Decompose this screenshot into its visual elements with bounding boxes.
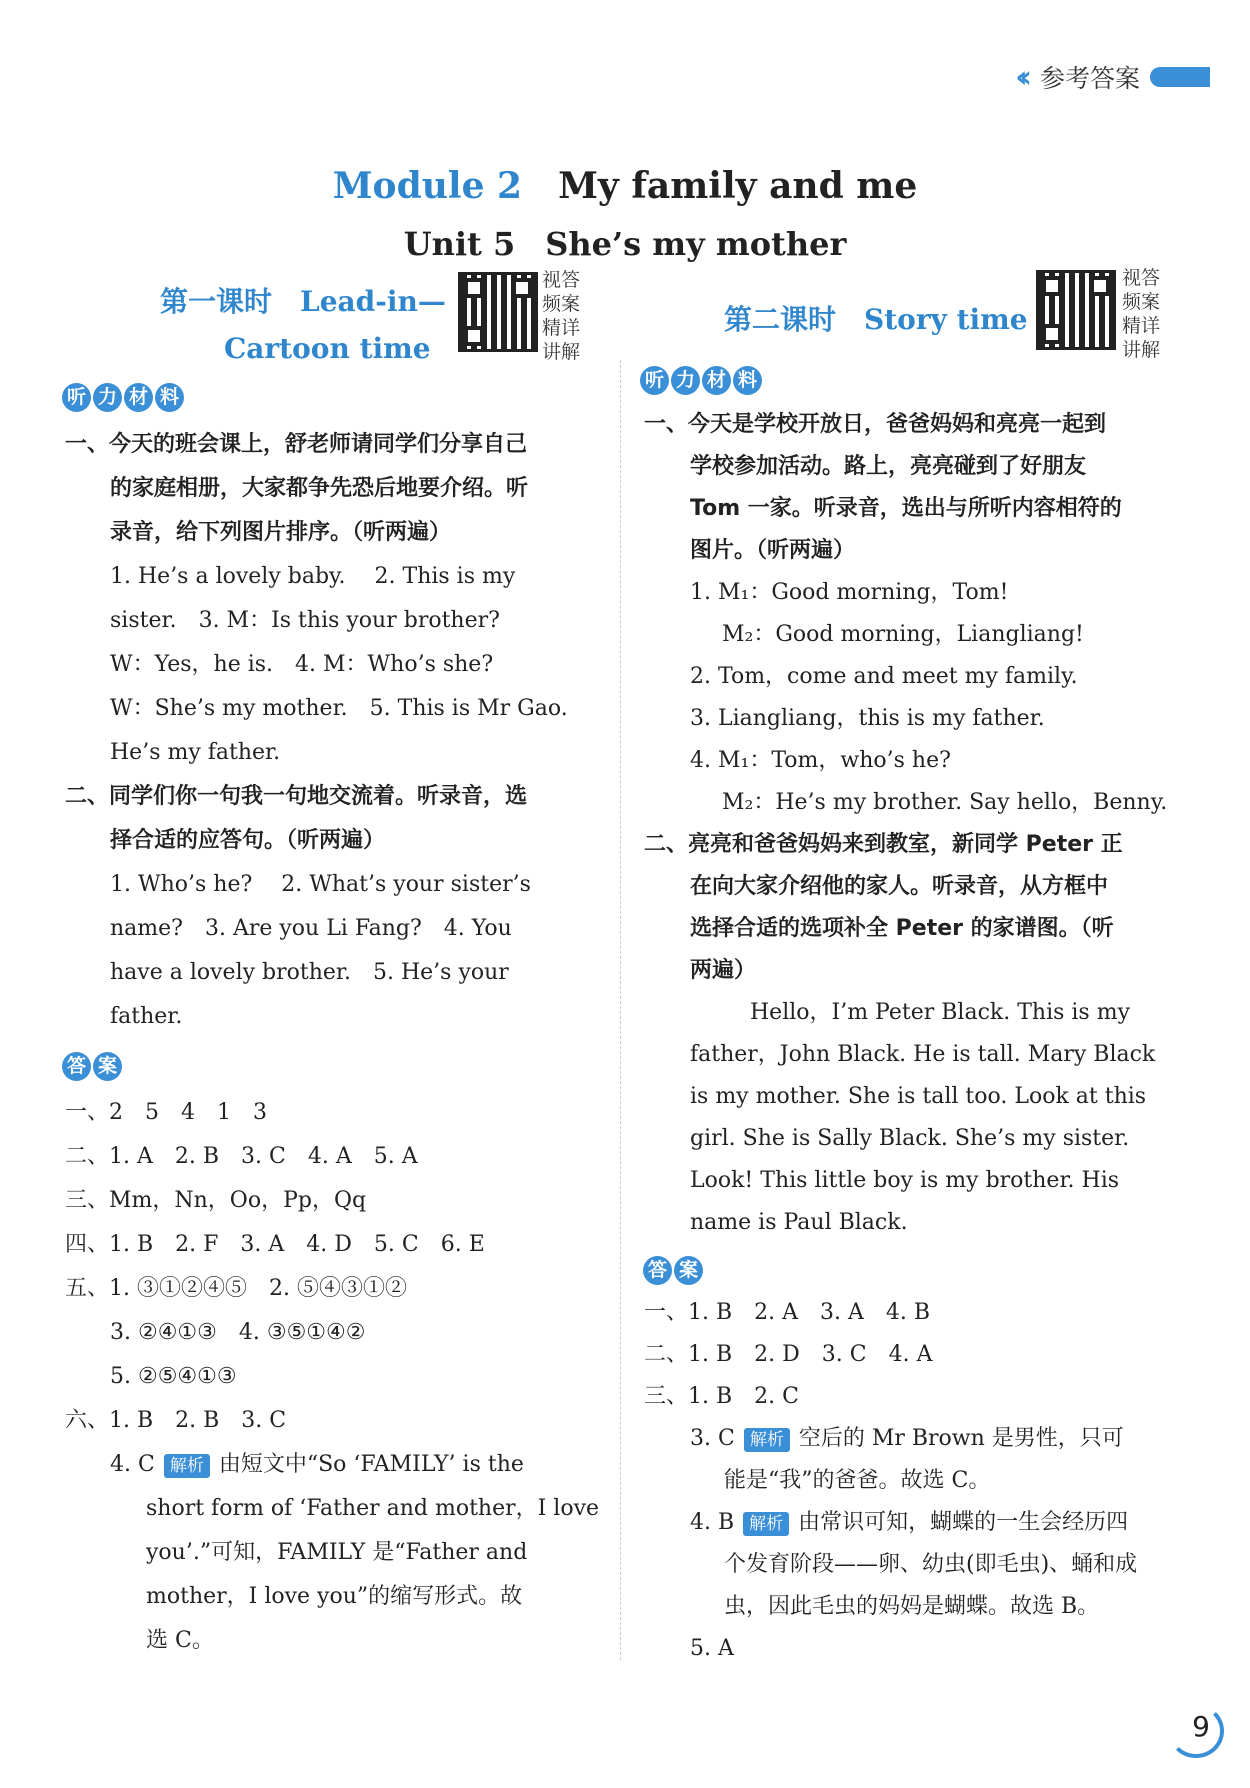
left-line: 录音，给下列图片排序。（听两遍）	[110, 520, 452, 545]
right-line: Hello，I’m Peter Black. This is my	[750, 1000, 1130, 1025]
answer-line: 选 C。	[146, 1628, 214, 1653]
left-line: W：She’s my mother. 5. This is Mr Gao.	[110, 696, 568, 721]
left-answer-tag: 答 案	[62, 1052, 122, 1081]
right-line: 1. M₁：Good morning，Tom!	[690, 580, 1009, 605]
right-line: 2. Tom，come and meet my family.	[690, 664, 1078, 689]
answer-line: 5. A	[690, 1636, 734, 1661]
left-qr-label: 视答 频案 精详 讲解	[542, 269, 581, 363]
left-qr-code[interactable]	[458, 272, 538, 352]
right-lesson-title: 第二课时 Story time	[724, 303, 1028, 336]
right-qr-label: 视答 频案 精详 讲解	[1122, 267, 1161, 361]
page-header	[1015, 60, 1210, 94]
right-line: 一、今天是学校开放日，爸爸妈妈和亮亮一起到	[644, 412, 1107, 437]
module-number: Module 2	[332, 165, 523, 207]
right-line: 二、亮亮和爸爸妈妈来到教室，新同学 Peter 正	[644, 832, 1123, 857]
answer-line: 能是“我”的爸爸。故选 C。	[724, 1468, 991, 1493]
left-line: name? 3. Are you Li Fang? 4. You	[110, 916, 512, 941]
right-line: 学校参加活动。路上，亮亮碰到了好朋友	[690, 454, 1087, 479]
right-line: name is Paul Black.	[690, 1210, 908, 1235]
left-line: sister. 3. M：Is this your brother?	[110, 608, 500, 633]
answer-line: 4. C 解析 由短文中“So ‘FAMILY’ is the	[110, 1452, 524, 1477]
right-line: 两遍）	[690, 958, 757, 983]
answer-line: 二、1. B 2. D 3. C 4. A	[644, 1342, 933, 1367]
analysis-badge: 解析	[164, 1454, 210, 1478]
left-line: 1. He’s a lovely baby. 2. This is my	[110, 564, 516, 589]
answer-line: 一、2 5 4 1 3	[65, 1100, 267, 1125]
answer-line: short form of ‘Father and mother，I love	[146, 1496, 600, 1521]
right-answer-tag: 答 案	[643, 1256, 703, 1285]
right-line: Look! This little boy is my brother. His	[690, 1168, 1120, 1193]
right-line: is my mother. She is tall too. Look at this	[690, 1084, 1147, 1109]
answer-line: 六、1. B 2. B 3. C	[65, 1408, 287, 1433]
analysis-badge: 解析	[743, 1512, 789, 1536]
unit-number: Unit 5	[403, 225, 516, 263]
right-line: M₂：Good morning，Liangliang!	[722, 622, 1084, 647]
right-line: 4. M₁：Tom，who’s he?	[690, 748, 951, 773]
module-title	[0, 165, 1250, 207]
left-lesson-title: 第一课时 Lead-in—	[160, 285, 446, 318]
double-chevron-left-icon: ‹‹	[1015, 59, 1024, 95]
right-line: 在向大家介绍他的家人。听录音，从方框中	[690, 874, 1109, 899]
left-line: have a lovely brother. 5. He’s your	[110, 960, 509, 985]
right-line: Tom 一家。听录音，选出与所听内容相符的	[690, 496, 1122, 521]
answer-line: 3. C 解析 空后的 Mr Brown 是男性，只可	[690, 1426, 1124, 1451]
answer-line: you’.”可知，FAMILY 是“Father and	[146, 1540, 528, 1565]
left-lesson-subtitle: Cartoon time	[224, 332, 431, 365]
section-title: 参考答案	[1039, 64, 1140, 93]
answer-line: 4. B 解析 由常识可知，蝴蝶的一生会经历四	[690, 1510, 1129, 1535]
analysis-badge: 解析	[744, 1428, 790, 1452]
right-line: father，John Black. He is tall. Mary Black	[690, 1042, 1156, 1067]
answer-line: mother，I love you”的缩写形式。故	[146, 1584, 523, 1609]
answer-line: 个发育阶段——卵、幼虫(即毛虫)、蛹和成	[724, 1552, 1138, 1577]
left-line: 的家庭相册，大家都争先恐后地要介绍。听	[110, 476, 529, 501]
right-line: 图片。（听两遍）	[690, 538, 856, 563]
answer-line: 三、1. B 2. C	[644, 1384, 799, 1409]
left-line: father.	[110, 1004, 183, 1029]
right-qr-code[interactable]	[1036, 270, 1116, 350]
left-line: 二、同学们你一句我一句地交流着。听录音，选	[65, 784, 528, 809]
answer-line: 一、1. B 2. A 3. A 4. B	[644, 1300, 931, 1325]
right-listening-material-tag: 听 力 材 料	[640, 366, 762, 395]
right-line: 选择合适的选项补全 Peter 的家谱图。（听	[690, 916, 1114, 941]
header-accent-bar	[1150, 67, 1210, 87]
right-line: M₂：He’s my brother. Say hello，Benny.	[722, 790, 1168, 815]
unit-name: She’s my mother	[545, 225, 847, 263]
column-divider	[620, 360, 622, 1660]
left-line: 择合适的应答句。（听两遍）	[110, 828, 386, 853]
left-line: He’s my father.	[110, 740, 281, 765]
answer-line: 三、Mm，Nn，Oo，Pp，Qq	[65, 1188, 367, 1213]
answer-line: 五、1. ③①②④⑤ 2. ⑤④③①②	[65, 1276, 407, 1301]
left-line: 一、今天的班会课上，舒老师请同学们分享自己	[65, 432, 528, 457]
left-line: 1. Who’s he? 2. What’s your sister’s	[110, 872, 531, 897]
page-number: 9	[1192, 1710, 1210, 1743]
unit-title	[0, 225, 1250, 263]
left-line: W：Yes，he is. 4. M：Who’s she?	[110, 652, 494, 677]
right-line: 3. Liangliang，this is my father.	[690, 706, 1045, 731]
answer-line: 3. ②④①③ 4. ③⑤①④②	[110, 1320, 366, 1345]
answer-line: 5. ②⑤④①③	[110, 1364, 237, 1389]
right-line: girl. She is Sally Black. She’s my sister.	[690, 1126, 1130, 1151]
left-listening-material-tag: 听 力 材 料	[62, 383, 184, 412]
answer-line: 虫，因此毛虫的妈妈是蝴蝶。故选 B。	[724, 1594, 1100, 1619]
module-name: My family and me	[558, 165, 918, 207]
answer-line: 四、1. B 2. F 3. A 4. D 5. C 6. E	[65, 1232, 485, 1257]
answer-line: 二、1. A 2. B 3. C 4. A 5. A	[65, 1144, 418, 1169]
